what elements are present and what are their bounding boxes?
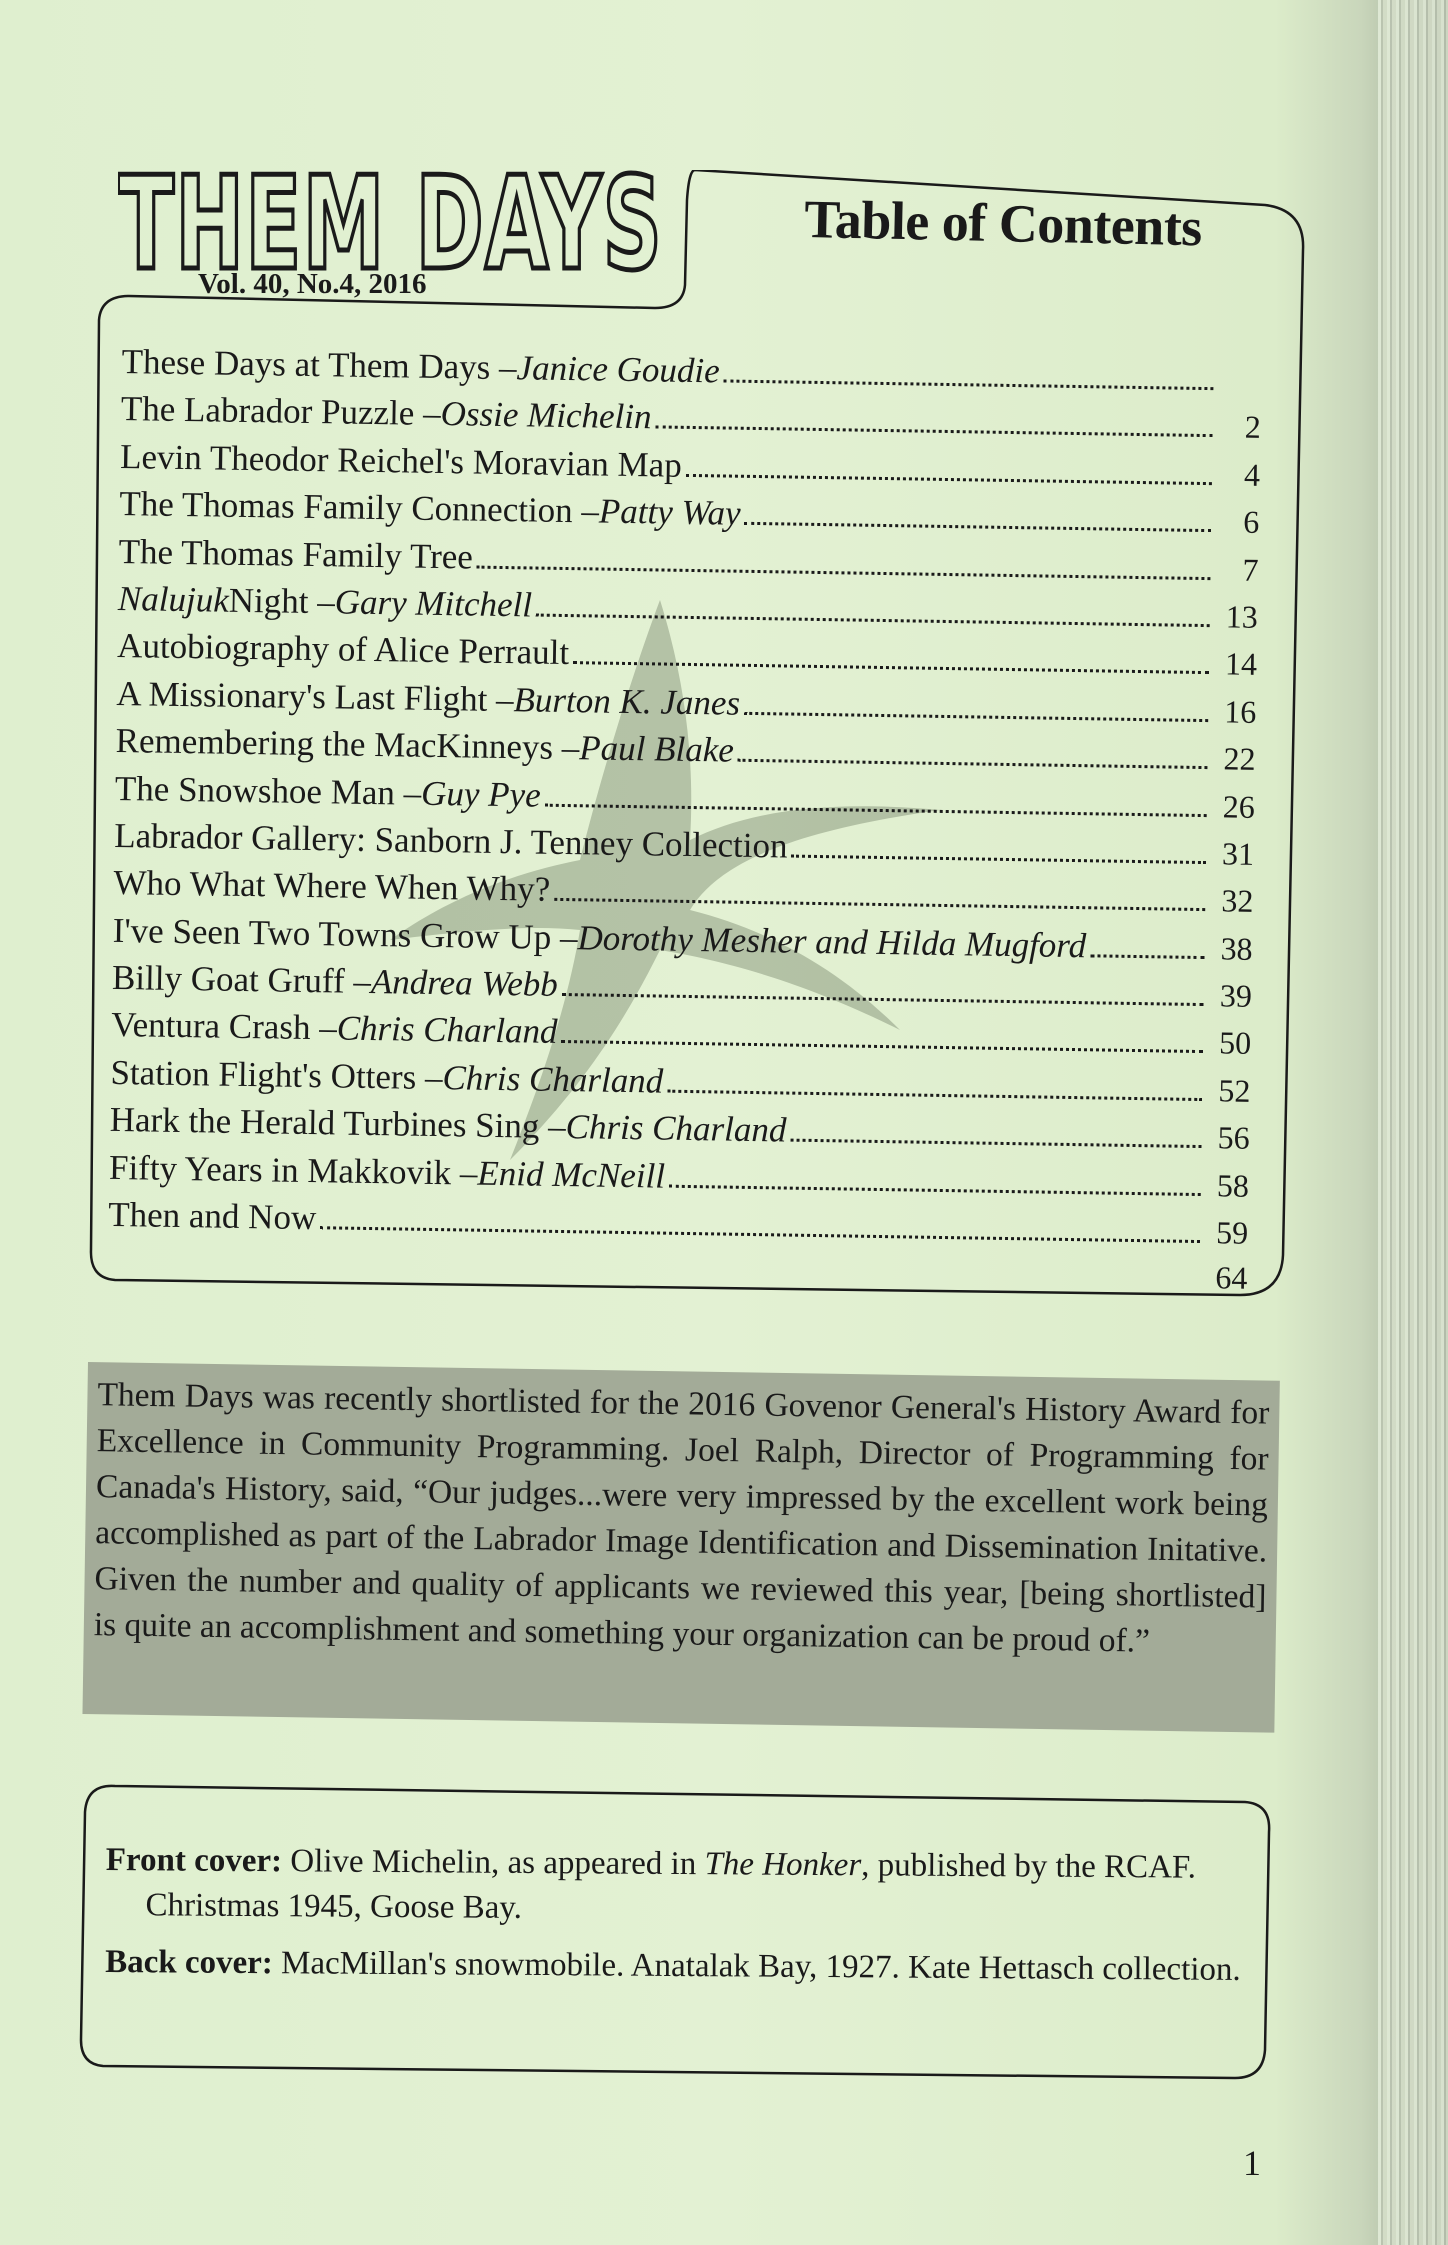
toc-last-page: 64 [1215, 1259, 1248, 1297]
leader-dots [724, 379, 1214, 390]
page-number: 1 [1243, 2143, 1261, 2183]
award-notice [82, 1362, 1279, 1733]
toc-entry[interactable]: The Thomas Family Connection – Patty Way 6 [119, 484, 1260, 541]
toc-entry[interactable]: Nalujuk Night – Gary Mitchell 13 [117, 578, 1259, 635]
leader-dots [790, 1139, 1201, 1148]
svg-text:THEM DAYS: THEM DAYS [118, 150, 663, 299]
toc-entry[interactable]: Autobiography of Alice Perrault 14 [116, 626, 1258, 683]
front-cover-credit: Front cover: Olive Michelin, as appeared in The Honker, published by the RCAF. Christmas 1945, Goose Bay. [105, 1841, 1197, 1926]
toc-entry[interactable]: I've Seen Two Towns Grow Up – Dorothy Mesher and Hilda Mugford 38 [112, 910, 1253, 967]
toc-entry[interactable]: Ventura Crash – Chris Charland 50 [110, 1005, 1252, 1062]
leader-dots [554, 898, 1205, 911]
leader-dots [536, 613, 1210, 627]
toc-entry[interactable]: Station Flight's Otters – Chris Charland 52 [110, 1052, 1251, 1109]
page-edge [1378, 0, 1448, 2245]
leader-dots [791, 854, 1206, 864]
toc-entry[interactable]: Remembering the MacKinneys – Paul Blake 22 [115, 721, 1256, 777]
toc-entry[interactable]: Labrador Gallery: Sanborn J. Tenney Collection 31 [113, 815, 1255, 872]
leader-dots [561, 1040, 1203, 1053]
toc-entry[interactable]: The Labrador Puzzle – Ossie Michelin 2 [120, 389, 1262, 446]
toc-entry[interactable]: Then and Now 59 [107, 1194, 1249, 1251]
leader-dots [655, 426, 1212, 438]
toc-entry[interactable]: Levin Theodor Reichel's Moravian Map 4 [119, 436, 1261, 493]
toc-entry[interactable]: The Snowshoe Man – Guy Pye 26 [114, 768, 1256, 825]
toc-heading: Table of Contents [803, 188, 1203, 258]
leader-dots [744, 522, 1211, 532]
back-cover-credit: Back cover: MacMillan's snowmobile. Anatalak Bay, 1927. Kate Hettasch collection. [105, 1943, 1241, 1988]
leader-dots [686, 474, 1212, 485]
leader-dots [573, 661, 1209, 674]
leader-dots [744, 712, 1208, 722]
toc-entry[interactable]: Hark the Herald Turbines Sing – Chris Charland 56 [109, 1100, 1250, 1157]
cover-credits [105, 1838, 1246, 2005]
toc-entry[interactable]: Who What Where When Why? 32 [113, 863, 1254, 920]
leader-dots [477, 565, 1211, 580]
toc-entry[interactable]: A Missionary's Last Flight – Burton K. Janes 16 [116, 673, 1257, 730]
leader-dots [320, 1226, 1200, 1243]
toc-entry[interactable]: The Thomas Family Tree 7 [118, 531, 1259, 588]
leader-dots [738, 759, 1208, 769]
toc-entry[interactable]: These Days at Them Days – Janice Goudie [121, 342, 1262, 407]
leader-dots [1090, 954, 1204, 959]
issue-info: Vol. 40, No.4, 2016 [198, 268, 427, 300]
leader-dots [562, 993, 1204, 1006]
leader-dots [669, 1184, 1201, 1195]
leader-dots [667, 1090, 1202, 1101]
leader-dots [544, 803, 1206, 816]
toc-entry[interactable]: Billy Goat Gruff – Andrea Webb 39 [111, 958, 1253, 1014]
toc-entry[interactable]: Fifty Years in Makkovik – Enid McNeill 58 [108, 1147, 1250, 1204]
award-text: Them Days was recently shortlisted for the 2016 Govenor General's History Award for Excellence in Community Programming. Joel Ralph, Director of Programming for Canada's History, said, “Our judges...were very impressed by the excellent work being accomplished as part of the Labrador Image Identification and Dissemination Initative. Given the number and quality of applicants we reviewed this year, [being shortlisted] is quite an accomplishment and something your organization can be proud of.” [93, 1376, 1270, 1660]
toc-list [107, 342, 1262, 1308]
